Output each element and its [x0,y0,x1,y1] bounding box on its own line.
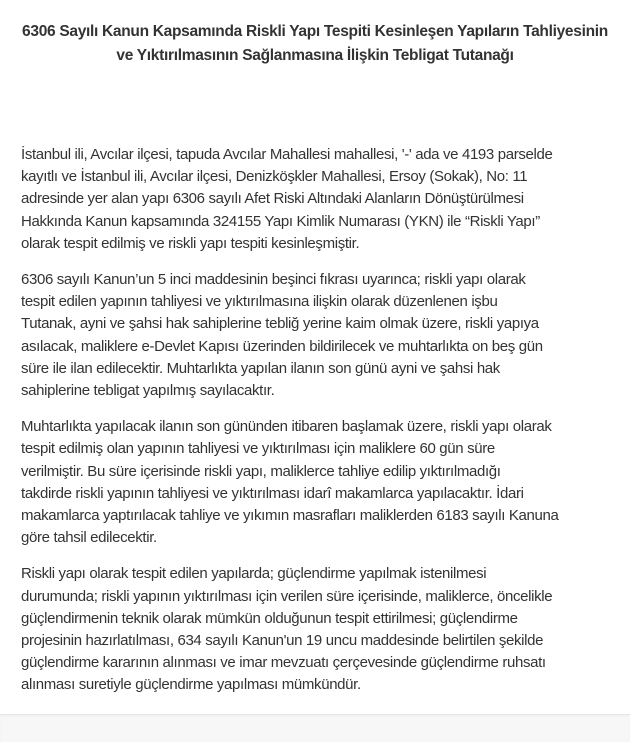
text-line: Hakkında Kanun kapsamında 324155 Yapı Kimlik Numarası (YKN) ile “Riskli Yapı” [21,212,540,230]
text-line: tespit edilmiş olan yapının tahliyesi ve yıktırılması için maliklere 60 gün süre [21,440,495,458]
text-line: Tutanak, ayni ve şahsi hak sahiplerine tebliğ yerine kaim olmak üzere, riskli yapıya [21,315,539,333]
text-line: kayıtlı ve İstanbul ili, Avcılar ilçesi, Denizköşkler Mahallesi, Ersoy (Sokak), No: 11 [21,168,528,186]
text-line: göre tahsil edilecektir. [21,529,157,547]
document-title [0,20,630,68]
text-line: güçlendirme kararının alınması ve imar mevzuatı çerçevesinde güçlendirme ruhsatı [21,654,546,672]
text-line: asılacak, maliklere e-Devlet Kapısı üzerinden bildirilecek ve muhtarlıkta on beş gün [21,337,543,355]
text-line: verilmiştir. Bu süre içerisinde riskli yapı, maliklerce tahliye edilip yıktırılmadığı [21,462,501,480]
document-title-line: 6306 Sayılı Kanun Kapsamında Riskli Yapı Tespiti Kesinleşen Yapıların Tahliyesinin [22,23,608,40]
paragraph-evacuation-period [21,416,611,549]
text-line: takdirde riskli yapının tahliyesi ve yıktırılması idarî makamlarca yapılacaktır. İdari [21,484,524,502]
text-line: süre ile ilan edilecektir. Muhtarlıkta yapılan ilanın son günü ayni ve şahsi hak [21,359,500,377]
text-line: sahiplerine tebligat yapılmış sayılacaktır. [21,382,275,400]
text-line: makamlarca yaptırılacak tahliye ve yıkımın masrafları maliklerden 6183 sayılı Kanuna [21,507,559,525]
text-line: alınması suretiyle güçlendirme yapılması mümkündür. [21,676,361,694]
text-line: olarak tespit edilmiş ve riskli yapı tespiti kesinleşmiştir. [21,234,360,252]
text-line: Muhtarlıkta yapılacak ilanın son gününden itibaren başlamak üzere, riskli yapı olarak [21,418,552,436]
text-line: 6306 sayılı Kanun’un 5 inci maddesinin beşinci fıkrası uyarınca; riskli yapı olarak [21,271,526,289]
text-line: tespit edilen yapının tahliyesi ve yıktırılmasına ilişkin olarak düzenlenen işbu [21,293,498,311]
paragraph-reinforcement [21,563,611,696]
document-content [21,144,611,711]
text-line: Riskli yapı olarak tespit edilen yapılarda; güçlendirme yapılmak istenilmesi [21,565,487,583]
text-line: İstanbul ili, Avcılar ilçesi, tapuda Avcılar Mahallesi mahallesi, '-' ada ve 4193 parselde [21,146,553,163]
document-title-line: ve Yıktırılmasının Sağlanmasına İlişkin Tebligat Tutanağı [116,47,514,64]
modal-footer [0,714,630,742]
text-line: adresinde yer alan yapı 6306 sayılı Afet Riski Altındaki Alanların Dönüştürülmesi [21,190,524,208]
paragraph-notification [21,269,611,402]
paragraph-property-info [21,144,611,255]
text-line: güçlendirmenin teknik olarak mümkün olduğunun tespit ettirilmesi; güçlendirme [21,609,518,627]
text-line: durumunda; riskli yapının yıktırılması için verilen süre içerisinde, maliklerce, öncelikle [21,587,553,605]
text-line: projesinin hazırlatılması, 634 sayılı Kanun'un 19 uncu maddesinde belirtilen şekilde [21,632,544,650]
